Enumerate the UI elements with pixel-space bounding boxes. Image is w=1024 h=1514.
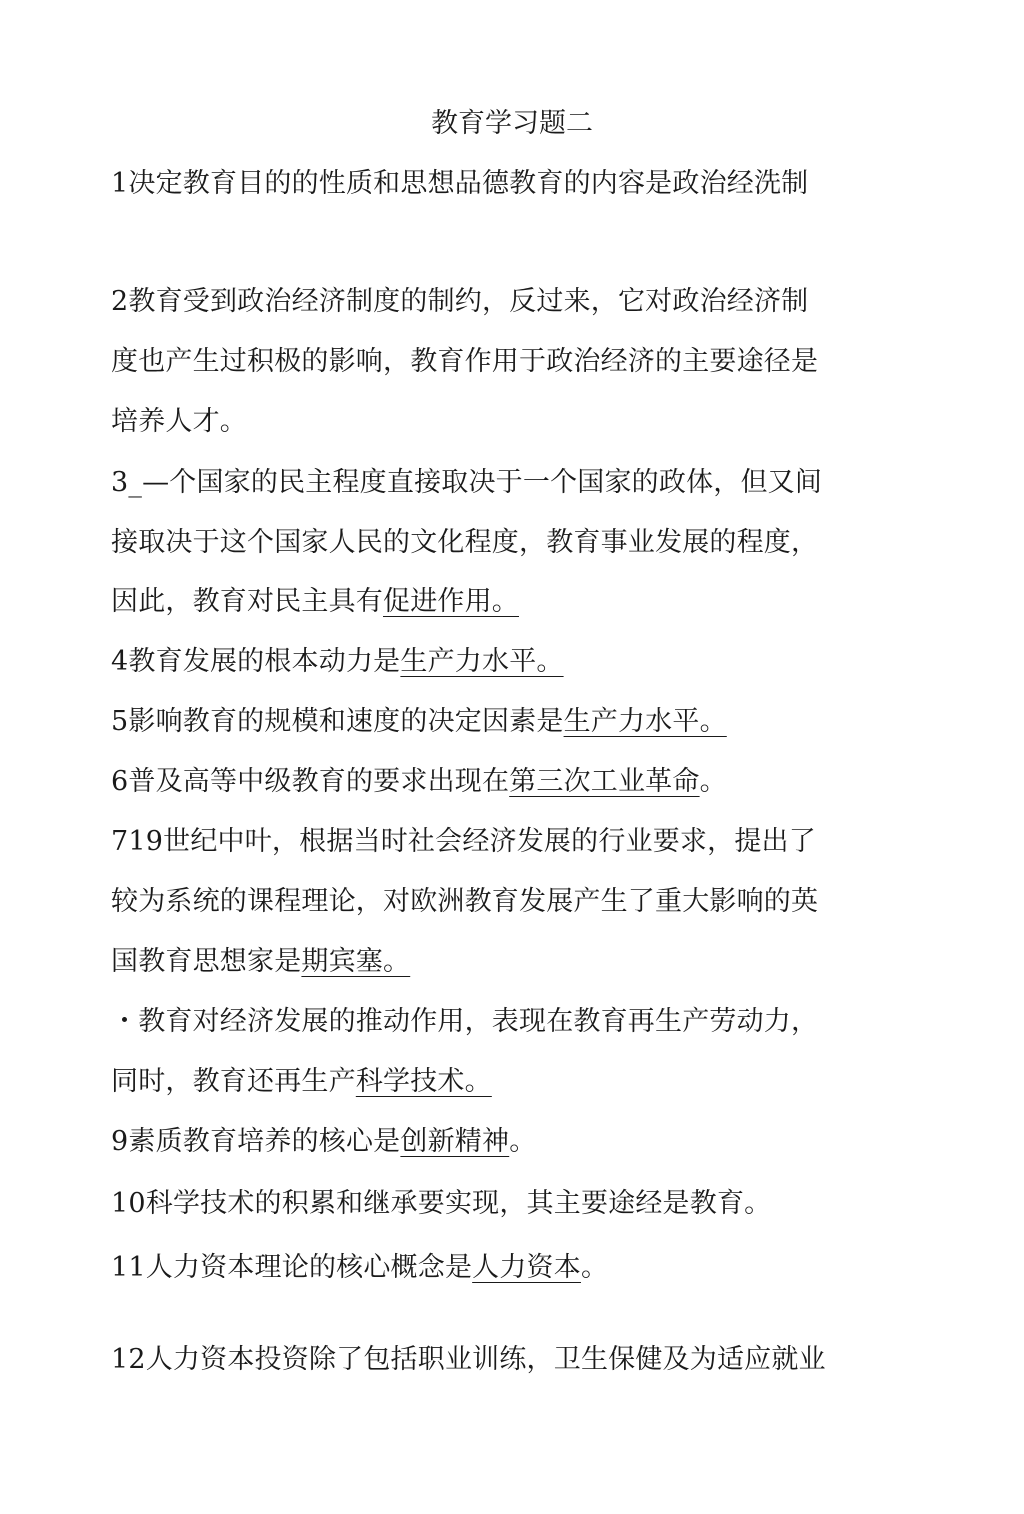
line-text: 719世纪中叶，根据当时社会经济发展的行业要求，提出了 <box>111 826 816 857</box>
question-line <box>111 702 871 742</box>
question-line <box>111 1122 871 1162</box>
line-text: 6普及高等中级教育的要求出现在 <box>111 766 510 797</box>
line-text: 12人力资本投资除了包括职业训练，卫生保健及为适应就业 <box>111 1344 826 1375</box>
line-text: 因此，教育对民主具有 <box>111 586 383 617</box>
line-text: 。 <box>509 1126 537 1157</box>
question-line <box>111 1002 871 1042</box>
line-text: ・教育对经济发展的推动作用，表现在教育再生产劳动力， <box>111 1006 819 1037</box>
answer-text: 生产力水平。 <box>563 706 727 737</box>
question-line <box>111 463 871 503</box>
answer-text: 生产力水平。 <box>400 646 564 677</box>
question-line <box>111 762 871 802</box>
line-text: 培养人才。 <box>111 406 247 437</box>
question-line <box>111 822 871 862</box>
question-line <box>111 1184 871 1224</box>
title-text: 教育学习题二 <box>431 108 593 139</box>
answer-text: 促进作用。 <box>383 586 519 617</box>
question-line <box>111 582 871 622</box>
question-line <box>111 282 871 322</box>
line-text: 较为系统的课程理论，对欧洲教育发展产生了重大影响的英 <box>111 886 819 917</box>
line-text: 3_—个国家的民主程度直接取决于一个国家的政体，但又间 <box>111 467 823 498</box>
line-text: 同时，教育还再生产 <box>111 1066 356 1097</box>
line-text: 4教育发展的根本动力是 <box>111 646 401 677</box>
question-line <box>111 942 871 982</box>
question-line <box>111 1340 871 1380</box>
line-text: 11人力资本理论的核心概念是 <box>111 1252 473 1283</box>
line-text: 接取决于这个国家人民的文化程度，教育事业发展的程度， <box>111 527 819 558</box>
question-line <box>111 1062 871 1102</box>
line-text: 5影响教育的规模和速度的决定因素是 <box>111 706 564 737</box>
answer-text: 科学技术。 <box>355 1066 492 1097</box>
question-line <box>111 523 871 563</box>
question-line <box>111 402 871 442</box>
page-title <box>0 104 1024 144</box>
line-text: 。 <box>699 766 727 797</box>
line-text: 度也产生过积极的影响，教育作用于政治经济的主要途径是 <box>111 346 819 377</box>
answer-text: 创新精神 <box>400 1126 510 1157</box>
line-text: 国教育思想家是 <box>111 946 302 977</box>
question-line <box>111 882 871 922</box>
line-text: 1决定教育目的的性质和思想品德教育的内容是政治经洗制 <box>111 168 809 199</box>
question-line <box>111 1248 871 1288</box>
line-text: 9素质教育培养的核心是 <box>111 1126 401 1157</box>
answer-text: 第三次工业革命 <box>509 766 700 797</box>
question-line <box>111 164 871 204</box>
question-line <box>111 342 871 382</box>
line-text: 。 <box>580 1252 609 1283</box>
question-line <box>111 642 871 682</box>
line-text: 2教育受到政治经济制度的制约，反过来，它对政治经济制 <box>111 286 809 317</box>
answer-text: 人力资本 <box>472 1252 581 1283</box>
line-text: 10科学技术的积累和继承要实现，其主要途经是教育。 <box>111 1188 772 1219</box>
answer-text: 期宾塞。 <box>301 946 411 977</box>
